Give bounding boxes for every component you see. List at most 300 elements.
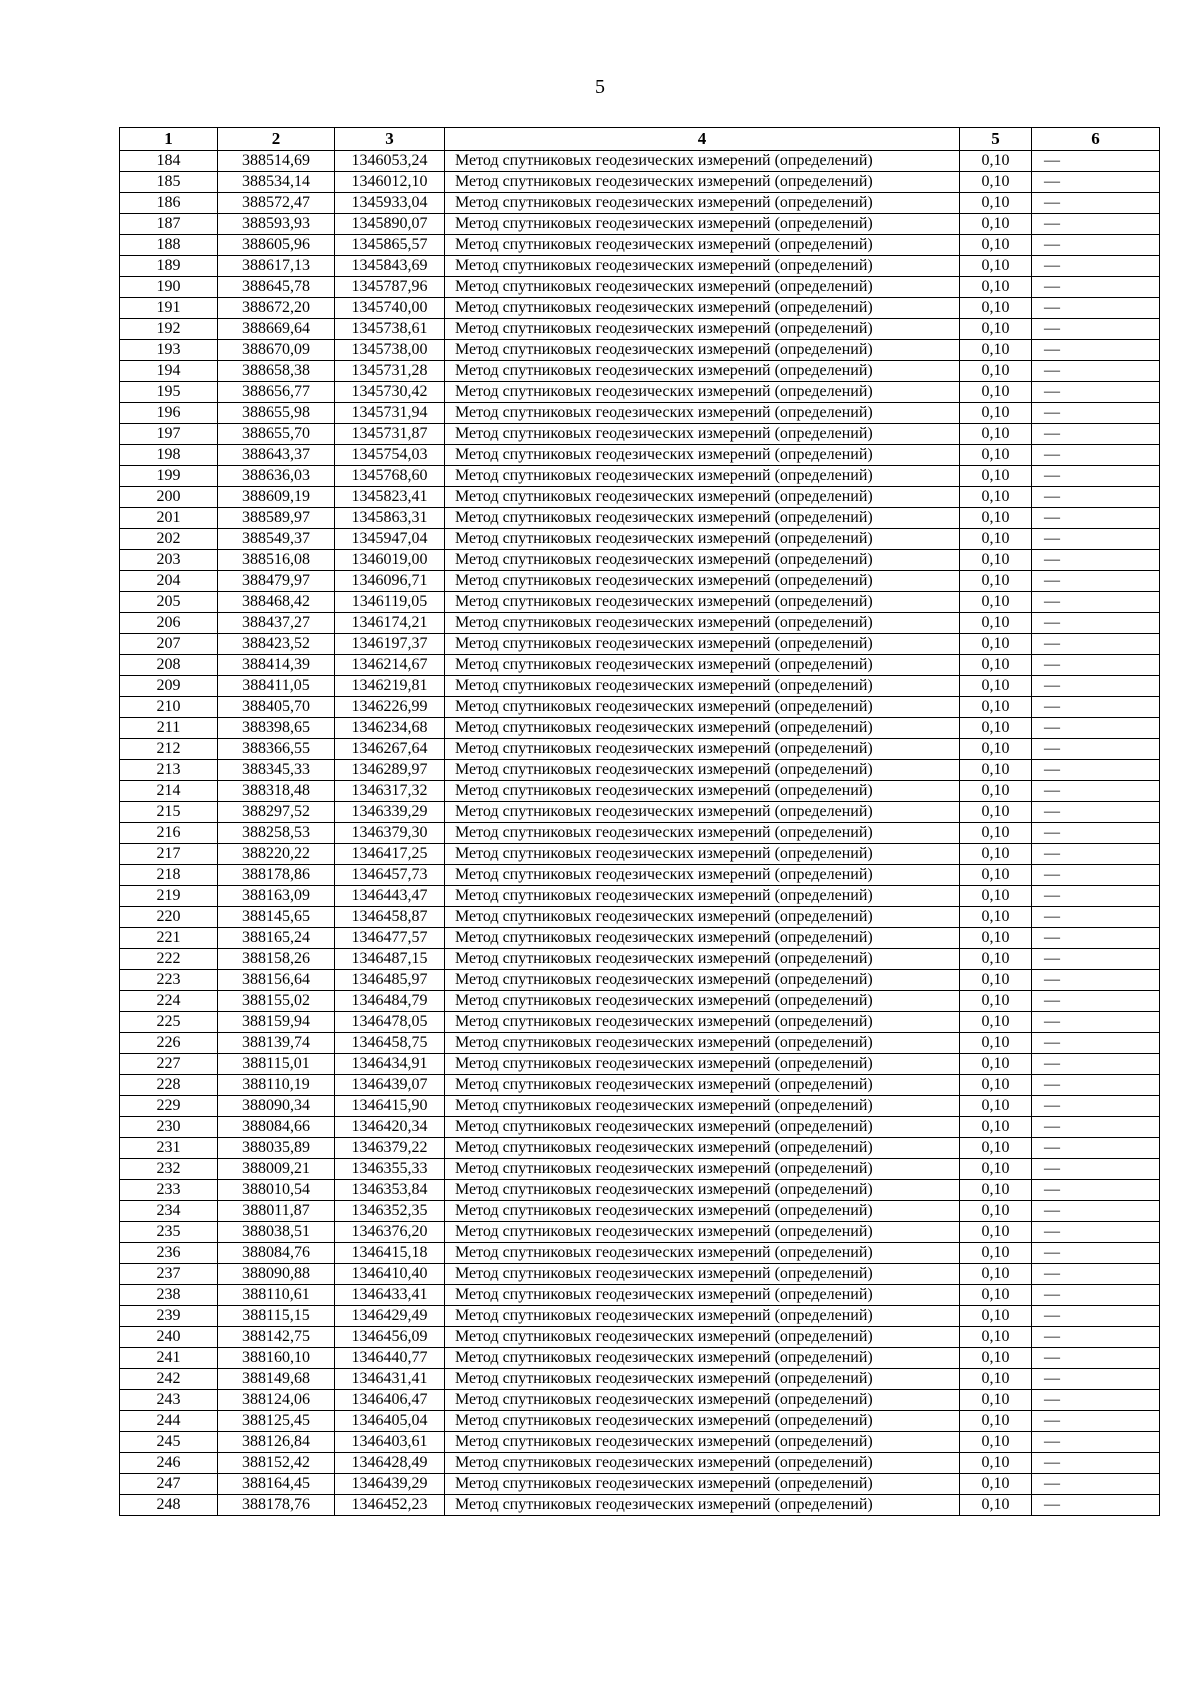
point-number-cell: 248 bbox=[120, 1495, 218, 1516]
x-coordinate-cell: 388670,09 bbox=[218, 340, 335, 361]
method-cell: Метод спутниковых геодезических измерений (определений) bbox=[445, 802, 960, 823]
x-coordinate-cell: 388318,48 bbox=[218, 781, 335, 802]
note-cell: — bbox=[1032, 1411, 1160, 1432]
x-coordinate-cell: 388405,70 bbox=[218, 697, 335, 718]
x-coordinate-cell: 388398,65 bbox=[218, 718, 335, 739]
method-cell: Метод спутниковых геодезических измерений (определений) bbox=[445, 634, 960, 655]
y-coordinate-cell: 1346214,67 bbox=[335, 655, 445, 676]
point-number-cell: 231 bbox=[120, 1138, 218, 1159]
column-header-4: 4 bbox=[445, 128, 960, 151]
point-number-cell: 244 bbox=[120, 1411, 218, 1432]
accuracy-cell: 0,10 bbox=[960, 991, 1032, 1012]
x-coordinate-cell: 388572,47 bbox=[218, 193, 335, 214]
table-row bbox=[120, 1033, 1160, 1054]
point-number-cell: 247 bbox=[120, 1474, 218, 1495]
method-cell: Метод спутниковых геодезических измерений (определений) bbox=[445, 1180, 960, 1201]
accuracy-cell: 0,10 bbox=[960, 277, 1032, 298]
x-coordinate-cell: 388090,88 bbox=[218, 1264, 335, 1285]
note-cell: — bbox=[1032, 403, 1160, 424]
point-number-cell: 221 bbox=[120, 928, 218, 949]
note-cell: — bbox=[1032, 739, 1160, 760]
y-coordinate-cell: 1345843,69 bbox=[335, 256, 445, 277]
accuracy-cell: 0,10 bbox=[960, 1306, 1032, 1327]
x-coordinate-cell: 388479,97 bbox=[218, 571, 335, 592]
note-cell: — bbox=[1032, 340, 1160, 361]
accuracy-cell: 0,10 bbox=[960, 949, 1032, 970]
y-coordinate-cell: 1346458,75 bbox=[335, 1033, 445, 1054]
method-cell: Метод спутниковых геодезических измерений (определений) bbox=[445, 1348, 960, 1369]
accuracy-cell: 0,10 bbox=[960, 655, 1032, 676]
table-row bbox=[120, 193, 1160, 214]
point-number-cell: 229 bbox=[120, 1096, 218, 1117]
method-cell: Метод спутниковых геодезических измерений (определений) bbox=[445, 277, 960, 298]
table-row bbox=[120, 550, 1160, 571]
accuracy-cell: 0,10 bbox=[960, 1453, 1032, 1474]
x-coordinate-cell: 388142,75 bbox=[218, 1327, 335, 1348]
method-cell: Метод спутниковых геодезических измерений (определений) bbox=[445, 1327, 960, 1348]
x-coordinate-cell: 388220,22 bbox=[218, 844, 335, 865]
y-coordinate-cell: 1345823,41 bbox=[335, 487, 445, 508]
x-coordinate-cell: 388593,93 bbox=[218, 214, 335, 235]
x-coordinate-cell: 388669,64 bbox=[218, 319, 335, 340]
point-number-cell: 228 bbox=[120, 1075, 218, 1096]
note-cell: — bbox=[1032, 718, 1160, 739]
method-cell: Метод спутниковых геодезических измерений (определений) bbox=[445, 571, 960, 592]
coordinates-table bbox=[119, 127, 1160, 1516]
point-number-cell: 219 bbox=[120, 886, 218, 907]
point-number-cell: 224 bbox=[120, 991, 218, 1012]
accuracy-cell: 0,10 bbox=[960, 1369, 1032, 1390]
accuracy-cell: 0,10 bbox=[960, 1243, 1032, 1264]
header-row bbox=[120, 128, 1160, 151]
accuracy-cell: 0,10 bbox=[960, 676, 1032, 697]
table-row bbox=[120, 340, 1160, 361]
point-number-cell: 192 bbox=[120, 319, 218, 340]
method-cell: Метод спутниковых геодезических измерений (определений) bbox=[445, 991, 960, 1012]
x-coordinate-cell: 388009,21 bbox=[218, 1159, 335, 1180]
y-coordinate-cell: 1345740,00 bbox=[335, 298, 445, 319]
method-cell: Метод спутниковых геодезических измерений (определений) bbox=[445, 256, 960, 277]
table-row bbox=[120, 634, 1160, 655]
point-number-cell: 200 bbox=[120, 487, 218, 508]
x-coordinate-cell: 388164,45 bbox=[218, 1474, 335, 1495]
method-cell: Метод спутниковых геодезических измерений (определений) bbox=[445, 718, 960, 739]
accuracy-cell: 0,10 bbox=[960, 235, 1032, 256]
accuracy-cell: 0,10 bbox=[960, 1390, 1032, 1411]
method-cell: Метод спутниковых геодезических измерений (определений) bbox=[445, 739, 960, 760]
table-row bbox=[120, 760, 1160, 781]
table-row bbox=[120, 697, 1160, 718]
accuracy-cell: 0,10 bbox=[960, 1432, 1032, 1453]
y-coordinate-cell: 1346420,34 bbox=[335, 1117, 445, 1138]
note-cell: — bbox=[1032, 1201, 1160, 1222]
x-coordinate-cell: 388152,42 bbox=[218, 1453, 335, 1474]
y-coordinate-cell: 1346440,77 bbox=[335, 1348, 445, 1369]
y-coordinate-cell: 1346267,64 bbox=[335, 739, 445, 760]
x-coordinate-cell: 388010,54 bbox=[218, 1180, 335, 1201]
x-coordinate-cell: 388643,37 bbox=[218, 445, 335, 466]
note-cell: — bbox=[1032, 1180, 1160, 1201]
accuracy-cell: 0,10 bbox=[960, 256, 1032, 277]
x-coordinate-cell: 388655,70 bbox=[218, 424, 335, 445]
y-coordinate-cell: 1345731,87 bbox=[335, 424, 445, 445]
note-cell: — bbox=[1032, 1348, 1160, 1369]
y-coordinate-cell: 1345738,61 bbox=[335, 319, 445, 340]
table-row bbox=[120, 172, 1160, 193]
accuracy-cell: 0,10 bbox=[960, 1201, 1032, 1222]
x-coordinate-cell: 388145,65 bbox=[218, 907, 335, 928]
note-cell: — bbox=[1032, 298, 1160, 319]
method-cell: Метод спутниковых геодезических измерений (определений) bbox=[445, 298, 960, 319]
point-number-cell: 239 bbox=[120, 1306, 218, 1327]
point-number-cell: 212 bbox=[120, 739, 218, 760]
table-row bbox=[120, 403, 1160, 424]
note-cell: — bbox=[1032, 970, 1160, 991]
note-cell: — bbox=[1032, 844, 1160, 865]
x-coordinate-cell: 388468,42 bbox=[218, 592, 335, 613]
note-cell: — bbox=[1032, 382, 1160, 403]
accuracy-cell: 0,10 bbox=[960, 382, 1032, 403]
note-cell: — bbox=[1032, 907, 1160, 928]
accuracy-cell: 0,10 bbox=[960, 487, 1032, 508]
accuracy-cell: 0,10 bbox=[960, 550, 1032, 571]
x-coordinate-cell: 388125,45 bbox=[218, 1411, 335, 1432]
method-cell: Метод спутниковых геодезических измерений (определений) bbox=[445, 1201, 960, 1222]
method-cell: Метод спутниковых геодезических измерений (определений) bbox=[445, 1075, 960, 1096]
note-cell: — bbox=[1032, 361, 1160, 382]
note-cell: — bbox=[1032, 277, 1160, 298]
y-coordinate-cell: 1346096,71 bbox=[335, 571, 445, 592]
note-cell: — bbox=[1032, 1285, 1160, 1306]
accuracy-cell: 0,10 bbox=[960, 1180, 1032, 1201]
table-row bbox=[120, 1096, 1160, 1117]
table-row bbox=[120, 277, 1160, 298]
table-row bbox=[120, 487, 1160, 508]
accuracy-cell: 0,10 bbox=[960, 1159, 1032, 1180]
accuracy-cell: 0,10 bbox=[960, 424, 1032, 445]
y-coordinate-cell: 1346406,47 bbox=[335, 1390, 445, 1411]
method-cell: Метод спутниковых геодезических измерений (определений) bbox=[445, 1012, 960, 1033]
accuracy-cell: 0,10 bbox=[960, 214, 1032, 235]
point-number-cell: 223 bbox=[120, 970, 218, 991]
x-coordinate-cell: 388035,89 bbox=[218, 1138, 335, 1159]
method-cell: Метод спутниковых геодезических измерений (определений) bbox=[445, 1243, 960, 1264]
method-cell: Метод спутниковых геодезических измерений (определений) bbox=[445, 1033, 960, 1054]
method-cell: Метод спутниковых геодезических измерений (определений) bbox=[445, 487, 960, 508]
point-number-cell: 236 bbox=[120, 1243, 218, 1264]
x-coordinate-cell: 388411,05 bbox=[218, 676, 335, 697]
x-coordinate-cell: 388636,03 bbox=[218, 466, 335, 487]
accuracy-cell: 0,10 bbox=[960, 844, 1032, 865]
table-row bbox=[120, 613, 1160, 634]
x-coordinate-cell: 388038,51 bbox=[218, 1222, 335, 1243]
method-cell: Метод спутниковых геодезических измерений (определений) bbox=[445, 235, 960, 256]
column-header-3: 3 bbox=[335, 128, 445, 151]
point-number-cell: 204 bbox=[120, 571, 218, 592]
x-coordinate-cell: 388655,98 bbox=[218, 403, 335, 424]
point-number-cell: 233 bbox=[120, 1180, 218, 1201]
table-row bbox=[120, 235, 1160, 256]
method-cell: Метод спутниковых геодезических измерений (определений) bbox=[445, 382, 960, 403]
x-coordinate-cell: 388516,08 bbox=[218, 550, 335, 571]
method-cell: Метод спутниковых геодезических измерений (определений) bbox=[445, 508, 960, 529]
y-coordinate-cell: 1346417,25 bbox=[335, 844, 445, 865]
point-number-cell: 243 bbox=[120, 1390, 218, 1411]
accuracy-cell: 0,10 bbox=[960, 571, 1032, 592]
accuracy-cell: 0,10 bbox=[960, 1411, 1032, 1432]
point-number-cell: 206 bbox=[120, 613, 218, 634]
y-coordinate-cell: 1345865,57 bbox=[335, 235, 445, 256]
note-cell: — bbox=[1032, 1306, 1160, 1327]
point-number-cell: 197 bbox=[120, 424, 218, 445]
method-cell: Метод спутниковых геодезических измерений (определений) bbox=[445, 1054, 960, 1075]
y-coordinate-cell: 1346431,41 bbox=[335, 1369, 445, 1390]
table-row bbox=[120, 949, 1160, 970]
y-coordinate-cell: 1346434,91 bbox=[335, 1054, 445, 1075]
accuracy-cell: 0,10 bbox=[960, 739, 1032, 760]
accuracy-cell: 0,10 bbox=[960, 151, 1032, 172]
point-number-cell: 184 bbox=[120, 151, 218, 172]
method-cell: Метод спутниковых геодезических измерений (определений) bbox=[445, 172, 960, 193]
method-cell: Метод спутниковых геодезических измерений (определений) bbox=[445, 403, 960, 424]
column-header-5: 5 bbox=[960, 128, 1032, 151]
x-coordinate-cell: 388645,78 bbox=[218, 277, 335, 298]
point-number-cell: 191 bbox=[120, 298, 218, 319]
note-cell: — bbox=[1032, 214, 1160, 235]
x-coordinate-cell: 388656,77 bbox=[218, 382, 335, 403]
point-number-cell: 222 bbox=[120, 949, 218, 970]
y-coordinate-cell: 1346403,61 bbox=[335, 1432, 445, 1453]
point-number-cell: 195 bbox=[120, 382, 218, 403]
table-row bbox=[120, 928, 1160, 949]
accuracy-cell: 0,10 bbox=[960, 865, 1032, 886]
y-coordinate-cell: 1346456,09 bbox=[335, 1327, 445, 1348]
table-row bbox=[120, 382, 1160, 403]
note-cell: — bbox=[1032, 802, 1160, 823]
accuracy-cell: 0,10 bbox=[960, 193, 1032, 214]
table-row bbox=[120, 1369, 1160, 1390]
point-number-cell: 187 bbox=[120, 214, 218, 235]
note-cell: — bbox=[1032, 1495, 1160, 1516]
y-coordinate-cell: 1346012,10 bbox=[335, 172, 445, 193]
method-cell: Метод спутниковых геодезических измерений (определений) bbox=[445, 844, 960, 865]
accuracy-cell: 0,10 bbox=[960, 781, 1032, 802]
point-number-cell: 225 bbox=[120, 1012, 218, 1033]
point-number-cell: 214 bbox=[120, 781, 218, 802]
accuracy-cell: 0,10 bbox=[960, 634, 1032, 655]
method-cell: Метод спутниковых геодезических измерений (определений) bbox=[445, 613, 960, 634]
method-cell: Метод спутниковых геодезических измерений (определений) bbox=[445, 1096, 960, 1117]
point-number-cell: 234 bbox=[120, 1201, 218, 1222]
note-cell: — bbox=[1032, 256, 1160, 277]
x-coordinate-cell: 388549,37 bbox=[218, 529, 335, 550]
method-cell: Метод спутниковых геодезических измерений (определений) bbox=[445, 781, 960, 802]
accuracy-cell: 0,10 bbox=[960, 718, 1032, 739]
table-row bbox=[120, 1180, 1160, 1201]
point-number-cell: 215 bbox=[120, 802, 218, 823]
x-coordinate-cell: 388155,02 bbox=[218, 991, 335, 1012]
note-cell: — bbox=[1032, 1117, 1160, 1138]
x-coordinate-cell: 388158,26 bbox=[218, 949, 335, 970]
x-coordinate-cell: 388258,53 bbox=[218, 823, 335, 844]
x-coordinate-cell: 388149,68 bbox=[218, 1369, 335, 1390]
method-cell: Метод спутниковых геодезических измерений (определений) bbox=[445, 550, 960, 571]
accuracy-cell: 0,10 bbox=[960, 697, 1032, 718]
point-number-cell: 238 bbox=[120, 1285, 218, 1306]
accuracy-cell: 0,10 bbox=[960, 928, 1032, 949]
x-coordinate-cell: 388110,19 bbox=[218, 1075, 335, 1096]
y-coordinate-cell: 1346352,35 bbox=[335, 1201, 445, 1222]
note-cell: — bbox=[1032, 949, 1160, 970]
x-coordinate-cell: 388178,86 bbox=[218, 865, 335, 886]
x-coordinate-cell: 388139,74 bbox=[218, 1033, 335, 1054]
x-coordinate-cell: 388124,06 bbox=[218, 1390, 335, 1411]
note-cell: — bbox=[1032, 172, 1160, 193]
x-coordinate-cell: 388609,19 bbox=[218, 487, 335, 508]
note-cell: — bbox=[1032, 466, 1160, 487]
y-coordinate-cell: 1346487,15 bbox=[335, 949, 445, 970]
note-cell: — bbox=[1032, 823, 1160, 844]
accuracy-cell: 0,10 bbox=[960, 1096, 1032, 1117]
table-row bbox=[120, 214, 1160, 235]
point-number-cell: 209 bbox=[120, 676, 218, 697]
page-number: 5 bbox=[595, 76, 605, 98]
method-cell: Метод спутниковых геодезических измерений (определений) bbox=[445, 1285, 960, 1306]
note-cell: — bbox=[1032, 781, 1160, 802]
accuracy-cell: 0,10 bbox=[960, 1054, 1032, 1075]
y-coordinate-cell: 1345730,42 bbox=[335, 382, 445, 403]
y-coordinate-cell: 1346353,84 bbox=[335, 1180, 445, 1201]
x-coordinate-cell: 388605,96 bbox=[218, 235, 335, 256]
accuracy-cell: 0,10 bbox=[960, 466, 1032, 487]
x-coordinate-cell: 388658,38 bbox=[218, 361, 335, 382]
y-coordinate-cell: 1345768,60 bbox=[335, 466, 445, 487]
y-coordinate-cell: 1345933,04 bbox=[335, 193, 445, 214]
x-coordinate-cell: 388110,61 bbox=[218, 1285, 335, 1306]
table-row bbox=[120, 655, 1160, 676]
point-number-cell: 199 bbox=[120, 466, 218, 487]
x-coordinate-cell: 388672,20 bbox=[218, 298, 335, 319]
note-cell: — bbox=[1032, 193, 1160, 214]
accuracy-cell: 0,10 bbox=[960, 613, 1032, 634]
accuracy-cell: 0,10 bbox=[960, 298, 1032, 319]
point-number-cell: 232 bbox=[120, 1159, 218, 1180]
method-cell: Метод спутниковых геодезических измерений (определений) bbox=[445, 970, 960, 991]
accuracy-cell: 0,10 bbox=[960, 508, 1032, 529]
table-row bbox=[120, 424, 1160, 445]
table-row bbox=[120, 1495, 1160, 1516]
table-row bbox=[120, 466, 1160, 487]
table-row bbox=[120, 1306, 1160, 1327]
point-number-cell: 217 bbox=[120, 844, 218, 865]
x-coordinate-cell: 388090,34 bbox=[218, 1096, 335, 1117]
point-number-cell: 186 bbox=[120, 193, 218, 214]
table-row bbox=[120, 445, 1160, 466]
point-number-cell: 185 bbox=[120, 172, 218, 193]
method-cell: Метод спутниковых геодезических измерений (определений) bbox=[445, 865, 960, 886]
point-number-cell: 207 bbox=[120, 634, 218, 655]
table-row bbox=[120, 907, 1160, 928]
point-number-cell: 230 bbox=[120, 1117, 218, 1138]
accuracy-cell: 0,10 bbox=[960, 1327, 1032, 1348]
method-cell: Метод спутниковых геодезических измерений (определений) bbox=[445, 949, 960, 970]
point-number-cell: 237 bbox=[120, 1264, 218, 1285]
point-number-cell: 203 bbox=[120, 550, 218, 571]
point-number-cell: 208 bbox=[120, 655, 218, 676]
table-row bbox=[120, 1390, 1160, 1411]
note-cell: — bbox=[1032, 1096, 1160, 1117]
x-coordinate-cell: 388617,13 bbox=[218, 256, 335, 277]
method-cell: Метод спутниковых геодезических измерений (определений) bbox=[445, 1306, 960, 1327]
y-coordinate-cell: 1346477,57 bbox=[335, 928, 445, 949]
accuracy-cell: 0,10 bbox=[960, 445, 1032, 466]
note-cell: — bbox=[1032, 1159, 1160, 1180]
method-cell: Метод спутниковых геодезических измерений (определений) bbox=[445, 823, 960, 844]
note-cell: — bbox=[1032, 634, 1160, 655]
method-cell: Метод спутниковых геодезических измерений (определений) bbox=[445, 1411, 960, 1432]
y-coordinate-cell: 1346433,41 bbox=[335, 1285, 445, 1306]
y-coordinate-cell: 1346197,37 bbox=[335, 634, 445, 655]
y-coordinate-cell: 1346226,99 bbox=[335, 697, 445, 718]
table-row bbox=[120, 1201, 1160, 1222]
note-cell: — bbox=[1032, 1054, 1160, 1075]
note-cell: — bbox=[1032, 865, 1160, 886]
y-coordinate-cell: 1346289,97 bbox=[335, 760, 445, 781]
note-cell: — bbox=[1032, 151, 1160, 172]
y-coordinate-cell: 1346379,22 bbox=[335, 1138, 445, 1159]
y-coordinate-cell: 1346317,32 bbox=[335, 781, 445, 802]
point-number-cell: 246 bbox=[120, 1453, 218, 1474]
note-cell: — bbox=[1032, 529, 1160, 550]
table-row bbox=[120, 529, 1160, 550]
method-cell: Метод спутниковых геодезических измерений (определений) bbox=[445, 445, 960, 466]
point-number-cell: 190 bbox=[120, 277, 218, 298]
point-number-cell: 226 bbox=[120, 1033, 218, 1054]
method-cell: Метод спутниковых геодезических измерений (определений) bbox=[445, 907, 960, 928]
accuracy-cell: 0,10 bbox=[960, 1117, 1032, 1138]
table-row bbox=[120, 1117, 1160, 1138]
x-coordinate-cell: 388414,39 bbox=[218, 655, 335, 676]
table-row bbox=[120, 1264, 1160, 1285]
x-coordinate-cell: 388165,24 bbox=[218, 928, 335, 949]
table-row bbox=[120, 256, 1160, 277]
y-coordinate-cell: 1346457,73 bbox=[335, 865, 445, 886]
note-cell: — bbox=[1032, 1033, 1160, 1054]
method-cell: Метод спутниковых геодезических измерений (определений) bbox=[445, 655, 960, 676]
accuracy-cell: 0,10 bbox=[960, 319, 1032, 340]
note-cell: — bbox=[1032, 235, 1160, 256]
method-cell: Метод спутниковых геодезических измерений (определений) bbox=[445, 193, 960, 214]
point-number-cell: 188 bbox=[120, 235, 218, 256]
y-coordinate-cell: 1345890,07 bbox=[335, 214, 445, 235]
y-coordinate-cell: 1346415,90 bbox=[335, 1096, 445, 1117]
table-row bbox=[120, 592, 1160, 613]
point-number-cell: 202 bbox=[120, 529, 218, 550]
method-cell: Метод спутниковых геодезических измерений (определений) bbox=[445, 424, 960, 445]
accuracy-cell: 0,10 bbox=[960, 361, 1032, 382]
y-coordinate-cell: 1346379,30 bbox=[335, 823, 445, 844]
accuracy-cell: 0,10 bbox=[960, 1012, 1032, 1033]
point-number-cell: 196 bbox=[120, 403, 218, 424]
table-row bbox=[120, 1411, 1160, 1432]
y-coordinate-cell: 1346053,24 bbox=[335, 151, 445, 172]
y-coordinate-cell: 1346219,81 bbox=[335, 676, 445, 697]
point-number-cell: 194 bbox=[120, 361, 218, 382]
method-cell: Метод спутниковых геодезических измерений (определений) bbox=[445, 1264, 960, 1285]
y-coordinate-cell: 1346478,05 bbox=[335, 1012, 445, 1033]
y-coordinate-cell: 1346429,49 bbox=[335, 1306, 445, 1327]
table-header bbox=[120, 128, 1160, 151]
